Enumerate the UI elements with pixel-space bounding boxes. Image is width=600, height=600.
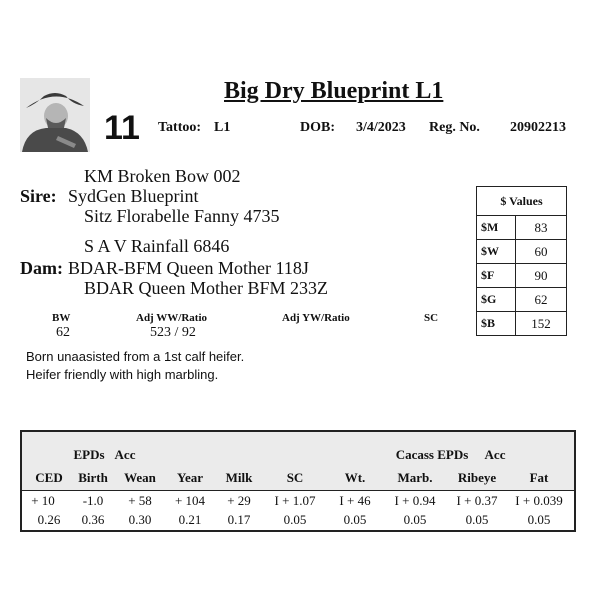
epd-value: + 58 xyxy=(128,493,152,508)
dob-label: DOB: xyxy=(300,120,335,135)
epd-value: I + 1.07 xyxy=(274,493,316,508)
bw-value: 62 xyxy=(56,325,70,340)
epd-accuracy: 0.30 xyxy=(128,512,152,527)
epd-accuracy: 0.26 xyxy=(37,512,61,527)
epd-accuracy: 0.05 xyxy=(403,512,427,527)
table-row: $G 62 xyxy=(477,288,567,312)
table-row: $M 83 xyxy=(477,216,567,240)
table-row: $B 152 xyxy=(477,312,567,336)
table-row: $W 60 xyxy=(477,240,567,264)
sire-name: SydGen Blueprint xyxy=(68,186,199,206)
epd-group-title: EPDs xyxy=(73,447,105,462)
adj-ww-label: Adj WW/Ratio xyxy=(136,312,207,324)
sc-label: SC xyxy=(424,312,439,324)
note-line: Born unaasisted from a 1st calf heifer. xyxy=(26,349,245,364)
column-header: Fat xyxy=(529,470,549,485)
tattoo-value: L1 xyxy=(214,120,231,135)
column-header: Wean xyxy=(124,470,156,485)
epd-accuracy: 0.05 xyxy=(465,512,489,527)
sire-dam: Sitz Florabelle Fanny 4735 xyxy=(84,206,280,226)
epd-accuracy: 0.05 xyxy=(343,512,367,527)
column-header: Milk xyxy=(225,470,253,485)
epd-value: + 10 xyxy=(31,493,55,508)
epd-group-acc: Acc xyxy=(114,447,136,462)
carcass-group-acc: Acc xyxy=(484,447,506,462)
reg-label: Reg. No. xyxy=(429,120,480,135)
epd-table xyxy=(20,430,576,532)
animal-name: Big Dry Blueprint L1 xyxy=(224,78,444,104)
epd-accuracy: 0.05 xyxy=(527,512,551,527)
table-row: $F 90 xyxy=(477,264,567,288)
adj-ww-value: 523 / 92 xyxy=(150,325,196,340)
column-header: Ribeye xyxy=(457,470,497,485)
column-header: Marb. xyxy=(397,470,433,485)
column-header: CED xyxy=(35,470,63,485)
bw-label: BW xyxy=(52,312,71,324)
sire-label: Sire: xyxy=(20,186,57,206)
cowboy-photo xyxy=(20,78,90,152)
column-header: Birth xyxy=(78,470,108,485)
carcass-group-title: Cacass EPDs xyxy=(395,447,469,462)
dam-dam: BDAR Queen Mother BFM 233Z xyxy=(84,278,328,298)
dob-value: 3/4/2023 xyxy=(356,120,406,135)
dam-name: BDAR-BFM Queen Mother 118J xyxy=(68,258,309,278)
dam-label: Dam: xyxy=(20,258,63,278)
epd-accuracy: 0.05 xyxy=(283,512,307,527)
epd-value: I + 0.37 xyxy=(456,493,498,508)
epd-accuracy: 0.21 xyxy=(178,512,202,527)
epd-value: I + 0.94 xyxy=(394,493,436,508)
sire-sire: KM Broken Bow 002 xyxy=(84,166,241,186)
adj-yw-label: Adj YW/Ratio xyxy=(282,312,350,324)
epd-value: I + 46 xyxy=(339,493,371,508)
epd-value: + 104 xyxy=(174,493,206,508)
column-header: SC xyxy=(286,470,304,485)
note-line: Heifer friendly with high marbling. xyxy=(26,367,219,382)
epd-divider xyxy=(22,490,574,491)
lot-number: 11 xyxy=(104,109,140,147)
epd-accuracy: 0.36 xyxy=(81,512,105,527)
epd-value: -1.0 xyxy=(82,493,104,508)
epd-accuracy: 0.17 xyxy=(227,512,251,527)
column-header: Wt. xyxy=(344,470,366,485)
dam-sire: S A V Rainfall 6846 xyxy=(84,236,230,256)
epd-value: I + 0.039 xyxy=(515,493,563,508)
epd-value: + 29 xyxy=(227,493,251,508)
column-header: Year xyxy=(177,470,203,485)
dollar-values-table xyxy=(476,186,567,336)
tattoo-label: Tattoo: xyxy=(158,120,202,135)
dollar-values-title: $ Values xyxy=(477,187,567,216)
reg-value: 20902213 xyxy=(510,120,566,135)
